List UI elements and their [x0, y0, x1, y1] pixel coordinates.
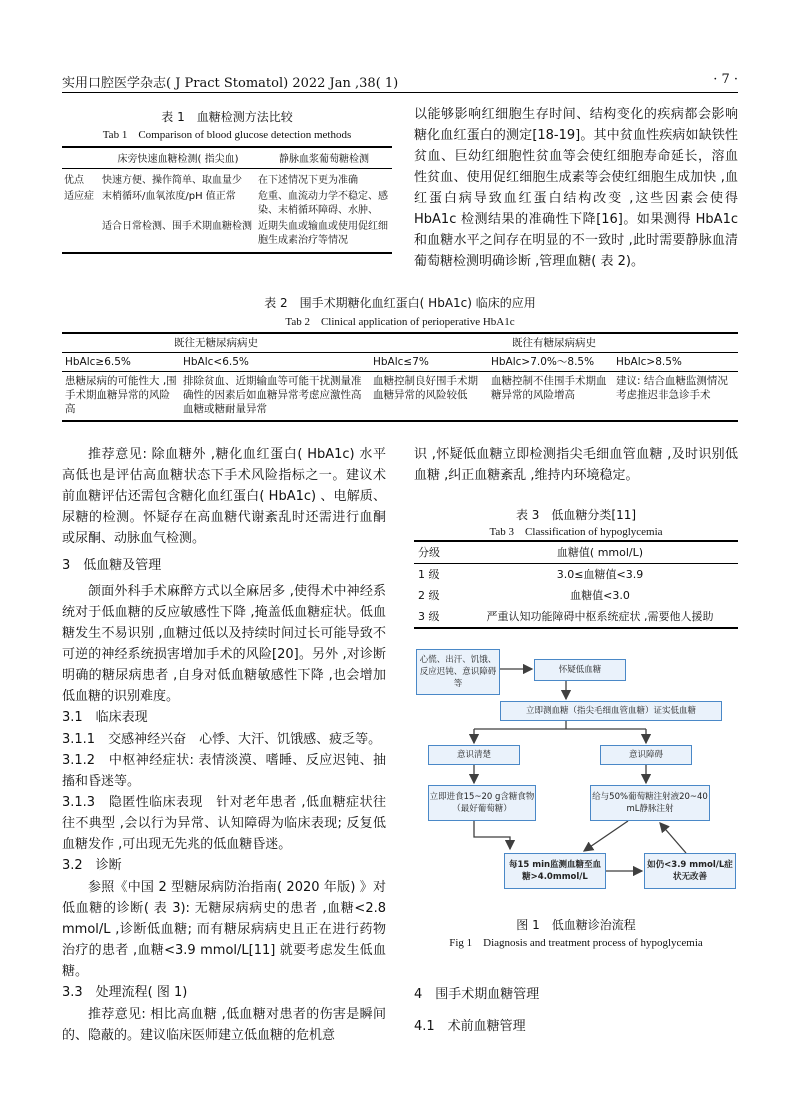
section-heading: 3 低血糖及管理	[62, 558, 162, 573]
subsection-heading: 3.3 处理流程( 图 1)	[62, 985, 188, 1000]
table-cell: 2 级	[418, 589, 440, 602]
table-row	[62, 169, 392, 190]
table-cell: 建议: 结合血糖监测情况考虑推迟非急诊手术	[616, 375, 728, 401]
table-cell: 末梢循环/血氧浓度/pH 值正常	[102, 191, 236, 202]
arrow-oral-to-monitor	[474, 821, 510, 849]
paragraph-text: 3.1.2 中枢神经症状: 表情淡漠、嗜睡、反应迟钝、抽搐和昏迷等。	[62, 753, 386, 789]
page-number: · 7 ·	[713, 72, 738, 87]
table-cell: 血糖值<3.0	[570, 589, 630, 602]
table2-caption-en: Tab 2 Clinical application of perioperative HbA1c	[285, 316, 515, 328]
arrow-iv-to-monitor	[584, 821, 628, 851]
group-no-diabetes: 既往无糖尿病病史	[62, 333, 370, 353]
table-cell: 在下述情况下更为准确	[258, 175, 358, 186]
table-group-row	[62, 333, 738, 353]
table-header-cell: HbAlc<6.5%	[183, 356, 249, 368]
flow-box-monitor: 每15 min监测血糖至血糖>4.0mmol/L	[504, 853, 606, 889]
flow-box-iv-glucose: 给与50%葡萄糖注射液20~40 mL静脉注射	[590, 785, 710, 821]
table-row	[62, 189, 392, 219]
table3-caption-cn: 表 3 低血糖分类[11]	[515, 508, 637, 522]
paragraph-text: 3.1.3 隐匿性临床表现 针对老年患者 ,低血糖症状往往不典型 ,会以行为异常、认知障碍为临床表现; 反复低血糖发作 ,可出现无先兆的低血糖昏迷。	[62, 795, 386, 852]
paragraph-text: 推荐意见: 除血糖外 ,糖化血红蛋白( HbA1c) 水平高低也是评估高血糖状态下手术风险指标之一。建议术前血糖评估还需包含糖化血红蛋白( HbA1c) 、电解质、尿糖的检测。怀疑存在高血糖代谢紊乱时还需进行血酮或尿酮、动脉血气检测。	[62, 447, 386, 546]
table-header-cell: 血糖值( mmol/L)	[556, 546, 644, 559]
table3	[414, 540, 738, 629]
table-cell: 严重认知功能障碍中枢系统症状 ,需要他人援助	[486, 610, 714, 623]
table-cell: 适合日常检测、围手术期血糖检测	[102, 221, 252, 232]
table-header-cell: HbAlc>7.0%～8.5%	[491, 356, 595, 368]
figure1-flowchart	[414, 645, 738, 905]
paragraph-text: 识 ,怀疑低血糖立即检测指尖毛细血管血糖 ,及时识别低血糖 ,纠正血糖紊乱 ,维持内环境稳定。	[414, 447, 738, 483]
table-cell: 快速方便、操作简单、取血量少	[102, 175, 242, 186]
subsection-heading: 4.1 术前血糖管理	[414, 1019, 526, 1034]
flow-box-conscious: 意识清楚	[428, 745, 520, 765]
subsection-heading: 3.2 诊断	[62, 858, 122, 873]
table2-caption-cn: 表 2 围手术期糖化血红蛋白( HbA1c) 临床的应用	[264, 296, 536, 310]
figure1-caption-cn: 图 1 低血糖诊治流程	[516, 918, 636, 932]
table-row	[62, 372, 738, 422]
table-row	[414, 585, 738, 606]
table-row	[62, 219, 392, 253]
table-cell: 1 级	[418, 568, 440, 581]
figure1-caption-en: Fig 1 Diagnosis and treatment process of hypoglycemia	[449, 937, 703, 949]
flow-box-still-low: 如仍<3.9 mmol/L症状无改善	[644, 853, 736, 889]
table-cell: 适应症	[64, 191, 94, 202]
table-header-cell: HbAlc>8.5%	[616, 356, 682, 368]
table2	[62, 332, 738, 422]
section-heading: 4 围手术期血糖管理	[414, 987, 540, 1002]
paragraph-text: 推荐意见: 相比高血糖 ,低血糖对患者的伤害是瞬间的、隐蔽的。建议临床医师建立低血糖的危机意	[62, 1007, 386, 1043]
table-cell: 危重、血流动力学不稳定、感染、末梢循环障碍、水肿、	[258, 191, 388, 216]
table-header-row	[414, 541, 738, 564]
table-cell	[62, 219, 100, 253]
table3-caption-en: Tab 3 Classification of hypoglycemia	[489, 526, 663, 538]
left-column	[62, 444, 386, 1046]
journal-info: 实用口腔医学杂志( J Pract Stomatol) 2022 Jan ,38( 1)	[62, 76, 399, 91]
subsection-heading: 3.1 临床表现	[62, 710, 148, 725]
right-column-top	[414, 444, 738, 486]
right-top-paragraph	[414, 104, 738, 272]
table-cell: 血糖控制不佳围手术期血糖异常的风险增高	[491, 375, 607, 401]
table-cell: 患糖尿病的可能性大 ,围手术期血糖异常的风险高	[65, 375, 177, 415]
table-cell: 优点	[64, 175, 84, 186]
table-cell: 近期失血或输血或使用促红细胞生成素治疗等情况	[258, 221, 388, 246]
table-header-row	[62, 353, 738, 372]
table-header-cell: 静脉血浆葡萄糖检测	[279, 154, 369, 165]
flow-box-suspect: 怀疑低血糖	[534, 659, 626, 681]
flow-box-impaired: 意识障碍	[600, 745, 692, 765]
table-header-row	[62, 147, 392, 169]
table-cell: 血糖控制良好围手术期血糖异常的风险较低	[373, 375, 478, 401]
table-header-cell	[62, 147, 100, 169]
table1-caption-en: Tab 1 Comparison of blood glucose detection methods	[102, 129, 352, 141]
paragraph-text: 颌面外科手术麻醉方式以全麻居多 ,使得术中神经系统对于低血糖的反应敏感性下降 ,掩盖低血糖症状。低血糖发生不易识别 ,血糖过低以及持续时间过长可能导致不可逆的神经系统损害增加手术的风险[20]。另外 ,对诊断明确的糖尿病患者 ,自身对低血糖敏感性下降 ,也会增加低血糖的识别难度。	[62, 584, 386, 704]
flow-box-measure: 立即测血糖（指尖毛细血管血糖）证实低血糖	[500, 701, 722, 721]
paragraph-text: 以能够影响红细胞生存时间、结构变化的疾病都会影响糖化血红蛋白的测定[18-19]。其中贫血性疾病如缺铁性贫血、巨幼红细胞性贫血等会使红细胞寿命延长，溶血性贫血、使用促红细胞生成素等会使红细胞生成加快 ,血红蛋白病导致血红蛋白结构改变 ,这些因素会使得 HbA1c 检测结果的准确性下降[16]。如果测得 HbA1c 和血糖水平之间存在明显的不一致时 ,此时需要静脉血清葡萄糖检测明确诊断 ,管理血糖( 表 2)。	[414, 107, 738, 269]
flow-box-symptoms: 心慌、出汗、饥饿、反应迟钝、意识障碍等	[416, 649, 500, 695]
table-row	[414, 564, 738, 586]
table-cell: 排除贫血、近期输血等可能干扰测量准确性的因素后如血糖异常考虑应激性高血糖或糖耐量异常	[183, 375, 362, 415]
table-header-cell: 分级	[418, 546, 440, 559]
table-cell: 3.0≤血糖值<3.9	[556, 568, 644, 581]
running-header	[62, 70, 738, 93]
table-row	[414, 606, 738, 628]
paragraph-text: 参照《中国 2 型糖尿病防治指南( 2020 年版) 》对低血糖的诊断( 表 3): 无糖尿病病史的患者 ,血糖<2.8 mmol/L ,诊断低血糖; 而有糖尿病病史且正在进行药物治疗的患者 ,血糖<3.9 mmol/L[11] 就要考虑发生低血糖。	[62, 880, 386, 979]
table-header-cell: HbAlc≤7%	[373, 356, 429, 368]
table-header-cell: HbAlc≥6.5%	[65, 356, 131, 368]
group-diabetes: 既往有糖尿病病史	[370, 333, 738, 353]
table1-caption-cn: 表 1 血糖检测方法比较	[161, 110, 293, 124]
arrow-stilllow-to-iv	[660, 823, 686, 853]
table-header-cell: 床旁快速血糖检测( 指尖血)	[117, 154, 239, 165]
table1	[62, 146, 392, 254]
table-cell: 3 级	[418, 610, 440, 623]
paragraph-text: 3.1.1 交感神经兴奋 心悸、大汗、饥饿感、疲乏等。	[62, 732, 382, 747]
flow-box-oral-glucose: 立即进食15~20 g含糖食物（最好葡萄糖）	[428, 785, 536, 821]
